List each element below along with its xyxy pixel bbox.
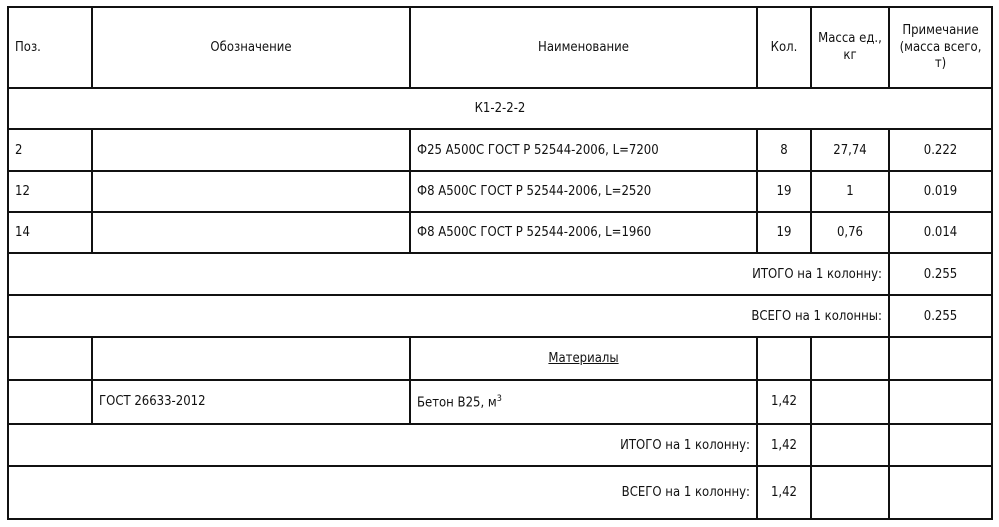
header-unit-mass: Масса ед., кг: [811, 7, 889, 88]
cell-designation: [92, 171, 410, 212]
section-title: К1-2-2-2: [8, 88, 992, 129]
material-qty: 1,42: [757, 380, 811, 424]
materials-title-text: Материалы: [548, 350, 619, 366]
table-row: [8, 212, 992, 253]
cell-unit-mass: 0,76: [811, 212, 889, 253]
total-value: 0.255: [889, 253, 992, 295]
empty-cell: [889, 466, 992, 519]
empty-cell: [757, 337, 811, 379]
total-label: ИТОГО на 1 колонну:: [8, 253, 889, 295]
cell-qty: 19: [757, 171, 811, 212]
header-note: Примечание (масса всего, т): [889, 7, 992, 88]
grand-total-label: ВСЕГО на 1 колонны:: [8, 295, 889, 337]
material-grand-total-label: ВСЕГО на 1 колонну:: [8, 466, 757, 519]
cell-pos: 14: [8, 212, 92, 253]
cell-pos: 2: [8, 129, 92, 170]
cell-unit-mass: 27,74: [811, 129, 889, 170]
total-row: [8, 253, 992, 295]
header-pos: Поз.: [8, 7, 92, 88]
cell-qty: 8: [757, 129, 811, 170]
material-name-superscript: 3: [496, 393, 502, 404]
cell-name: Ф8 А500С ГОСТ Р 52544-2006, L=2520: [410, 171, 757, 212]
material-name-text: Бетон В25, м: [417, 394, 497, 410]
empty-cell: [889, 380, 992, 424]
cell-note: 0.019: [889, 171, 992, 212]
material-total-value: 1,42: [757, 424, 811, 466]
empty-cell: [889, 424, 992, 466]
empty-cell: [92, 337, 410, 379]
table-row: [8, 129, 992, 170]
empty-cell: [811, 380, 889, 424]
cell-unit-mass: 1: [811, 171, 889, 212]
cell-name: Ф8 А500С ГОСТ Р 52544-2006, L=1960: [410, 212, 757, 253]
material-total-row: [8, 424, 992, 466]
section-row: [8, 88, 992, 129]
empty-cell: [811, 466, 889, 519]
specification-table: [7, 6, 993, 520]
header-name: Наименование: [410, 7, 757, 88]
material-row: [8, 380, 992, 424]
material-name: [410, 380, 757, 424]
cell-pos: 12: [8, 171, 92, 212]
header-qty: Кол.: [757, 7, 811, 88]
cell-note: 0.222: [889, 129, 992, 170]
empty-cell: [811, 337, 889, 379]
cell-note: 0.014: [889, 212, 992, 253]
table-row: [8, 171, 992, 212]
cell-designation: [92, 212, 410, 253]
material-designation: ГОСТ 26633-2012: [92, 380, 410, 424]
materials-header-row: [8, 337, 992, 379]
empty-cell: [889, 337, 992, 379]
materials-title: [410, 337, 757, 379]
empty-cell: [811, 424, 889, 466]
empty-cell: [8, 337, 92, 379]
grand-total-row: [8, 295, 992, 337]
material-total-label: ИТОГО на 1 колонну:: [8, 424, 757, 466]
material-grand-total-row: [8, 466, 992, 519]
header-row: [8, 7, 992, 88]
material-grand-total-value: 1,42: [757, 466, 811, 519]
cell-name: Ф25 А500С ГОСТ Р 52544-2006, L=7200: [410, 129, 757, 170]
cell-designation: [92, 129, 410, 170]
cell-qty: 19: [757, 212, 811, 253]
header-designation: Обозначение: [92, 7, 410, 88]
cell-pos: [8, 380, 92, 424]
grand-total-value: 0.255: [889, 295, 992, 337]
